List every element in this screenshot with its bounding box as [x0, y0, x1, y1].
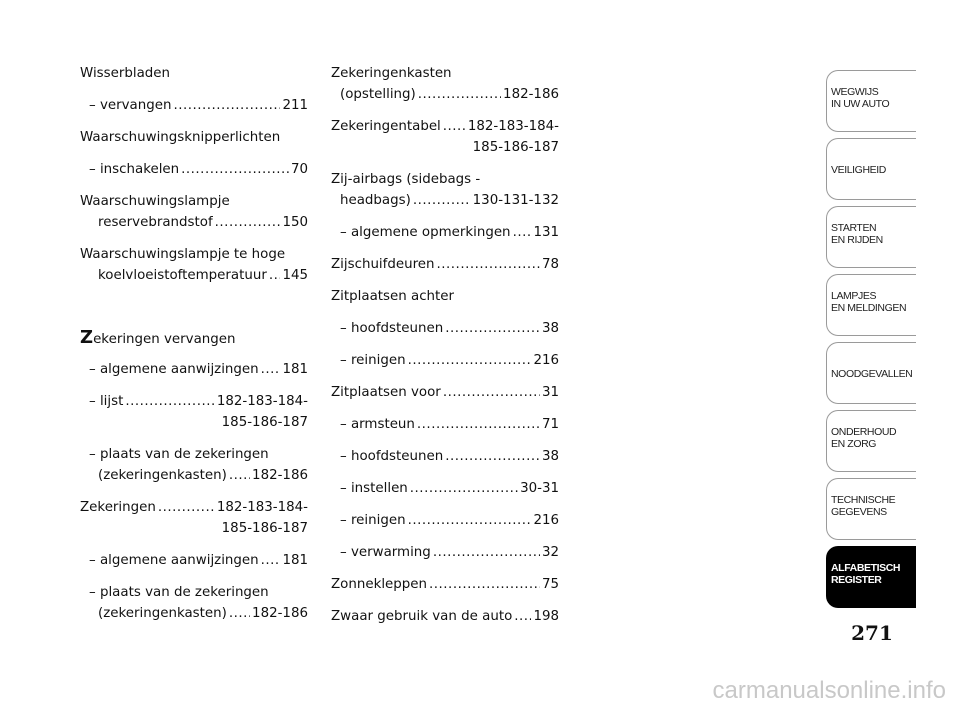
entry-text: (opstelling) [340, 87, 416, 102]
entry-page: 145 [282, 268, 308, 283]
entry-page: 181 [282, 553, 308, 568]
entry-text: Waarschuwingsknipperlichten [80, 130, 281, 145]
leader-dots [408, 511, 532, 531]
index-entry [80, 445, 308, 465]
leader-dots [261, 360, 281, 380]
leader-dots [408, 351, 532, 371]
entry-text: – instellen [340, 481, 408, 496]
tab-label: TECHNISCHE [831, 494, 896, 506]
index-entry [80, 604, 308, 624]
page-number: 271 [851, 621, 893, 645]
tab-veiligheid[interactable] [826, 138, 916, 200]
section-letter: Z [80, 327, 94, 348]
entry-page: 70 [290, 162, 308, 177]
entry-page: 38 [541, 449, 559, 464]
leader-dots [437, 255, 540, 275]
tab-label: ONDERHOUD [831, 426, 897, 438]
entry-text: Waarschuwingslampje te hoge [80, 247, 286, 262]
leader-dots [181, 160, 289, 180]
entry-text: – algemene aanwijzingen [89, 362, 259, 377]
leader-dots [429, 575, 540, 595]
index-entry [331, 64, 559, 84]
leader-dots [445, 447, 540, 467]
entry-page: 71 [541, 417, 559, 432]
index-entry-continuation [331, 138, 559, 158]
index-entry [331, 223, 559, 243]
index-entry [331, 479, 559, 499]
entry-page: 185-186-187 [221, 415, 308, 430]
chapter-tabs [826, 70, 916, 614]
index-entry [331, 543, 559, 563]
entry-page: 78 [541, 257, 559, 272]
leader-dots [513, 223, 532, 243]
index-entry-continuation [80, 519, 308, 539]
entry-page: 150 [282, 215, 308, 230]
index-entry [331, 319, 559, 339]
entry-text: – reinigen [340, 513, 406, 528]
entry-page: 130-131-132 [472, 193, 559, 208]
entry-text: Zekeringentabel [331, 119, 441, 134]
entry-page: 211 [282, 98, 308, 113]
tab-technische-gegevens[interactable] [826, 478, 916, 540]
tab-label: EN ZORG [831, 438, 877, 450]
index-entry [80, 128, 308, 148]
entry-page: 31 [541, 385, 559, 400]
index-entry [80, 583, 308, 603]
leader-dots [443, 117, 466, 137]
tab-label: ALFABETISCH [831, 562, 901, 574]
leader-dots [445, 319, 540, 339]
index-entry [331, 575, 559, 595]
index-entry [80, 466, 308, 486]
index-entry [80, 96, 308, 116]
entry-text: Zitplaatsen voor [331, 385, 441, 400]
entry-page: 198 [533, 609, 559, 624]
index-column-right [331, 64, 559, 627]
tab-lampjes[interactable] [826, 274, 916, 336]
index-entry [331, 85, 559, 105]
entry-page: 30-31 [520, 481, 559, 496]
entry-text: Zonnekleppen [331, 577, 428, 592]
index-entry-continuation [80, 413, 308, 433]
index-entry [331, 117, 559, 137]
entry-page: 182-186 [503, 87, 559, 102]
index-entry [80, 64, 308, 84]
tab-noodgevallen[interactable] [826, 342, 916, 404]
entry-text: – hoofdsteunen [340, 321, 444, 336]
leader-dots [229, 604, 250, 624]
entry-text: koelvloeistoftemperatuur [98, 268, 267, 283]
entry-text: Zwaar gebruik van de auto [331, 609, 513, 624]
tab-label: NOODGEVALLEN [831, 368, 913, 380]
entry-page: 216 [533, 513, 559, 528]
leader-dots [417, 415, 540, 435]
index-entry [80, 266, 308, 286]
entry-text: Zekeringenkasten [331, 66, 452, 81]
leader-dots [269, 266, 281, 286]
index-entry [331, 287, 559, 307]
entry-text: – inschakelen [89, 162, 180, 177]
entry-text: – plaats van de zekeringen [89, 585, 269, 600]
index-entry [80, 498, 308, 518]
entry-page: 185-186-187 [221, 521, 308, 536]
index-entry [331, 191, 559, 211]
entry-text: – reinigen [340, 353, 406, 368]
entry-text: – algemene aanwijzingen [89, 553, 259, 568]
entry-text: (zekeringenkasten) [98, 468, 227, 483]
entry-page: 182-186 [252, 468, 308, 483]
index-entry [331, 447, 559, 467]
index-entry [331, 351, 559, 371]
entry-page: 32 [541, 545, 559, 560]
index-entry [80, 213, 308, 233]
index-entry [80, 160, 308, 180]
entry-text: ekeringen vervangen [93, 332, 236, 347]
index-column-left [80, 64, 308, 624]
index-entry [331, 607, 559, 627]
entry-text: – plaats van de zekeringen [89, 447, 269, 462]
index-entry [80, 551, 308, 571]
entry-text: headbags) [340, 193, 411, 208]
entry-text: Zijschuifdeuren [331, 257, 435, 272]
entry-text: Waarschuwingslampje [80, 194, 230, 209]
tab-onderhoud[interactable] [826, 410, 916, 472]
entry-page: 182-186 [252, 606, 308, 621]
entry-page: 182-183-184- [216, 500, 308, 515]
entry-text: Wisserbladen [80, 66, 171, 81]
leader-dots [229, 466, 250, 486]
tab-label: VEILIGHEID [831, 164, 886, 176]
tab-label: STARTEN [831, 222, 877, 234]
tab-label: LAMPJES [831, 290, 877, 302]
entry-page: 131 [533, 225, 559, 240]
leader-dots [173, 96, 280, 116]
leader-dots [443, 383, 540, 403]
tab-alfabetisch-register[interactable] [826, 546, 916, 608]
leader-dots [215, 213, 281, 233]
watermark-text: carmanualsonline.info [712, 677, 946, 704]
index-entry [80, 360, 308, 380]
index-entry [80, 392, 308, 412]
entry-text: (zekeringenkasten) [98, 606, 227, 621]
entry-text: – hoofdsteunen [340, 449, 444, 464]
tab-label: IN UW AUTO [831, 98, 890, 110]
tab-label: REGISTER [831, 574, 882, 586]
tab-label: WEGWIJS [831, 86, 879, 98]
tab-label: EN RIJDEN [831, 234, 883, 246]
entry-text: – vervangen [89, 98, 172, 113]
entry-page: 75 [541, 577, 559, 592]
leader-dots [433, 543, 540, 563]
entry-page: 182-183-184- [216, 394, 308, 409]
index-entry [331, 255, 559, 275]
tab-label: GEGEVENS [831, 506, 887, 518]
index-entry [80, 192, 308, 212]
entry-page: 182-183-184- [467, 119, 559, 134]
index-entry [331, 511, 559, 531]
leader-dots [261, 551, 281, 571]
entry-text: – algemene opmerkingen [340, 225, 511, 240]
entry-text: Zij-airbags (sidebags - [331, 172, 481, 187]
entry-page: 216 [533, 353, 559, 368]
leader-dots [125, 392, 214, 412]
entry-text: Zekeringen [80, 500, 156, 515]
index-entry [331, 415, 559, 435]
tab-starten[interactable] [826, 206, 916, 268]
leader-dots [413, 191, 471, 211]
tab-wegwijs[interactable] [826, 70, 916, 132]
index-entry [80, 245, 308, 265]
entry-text: – armsteun [340, 417, 415, 432]
index-entry [331, 170, 559, 190]
leader-dots [514, 607, 531, 627]
entry-text: – lijst [89, 394, 124, 409]
tab-label: EN MELDINGEN [831, 302, 907, 314]
entry-text: reservebrandstof [98, 215, 213, 230]
section-heading [80, 328, 308, 350]
leader-dots [158, 498, 215, 518]
index-entry [331, 383, 559, 403]
entry-page: 38 [541, 321, 559, 336]
leader-dots [410, 479, 518, 499]
entry-page: 181 [282, 362, 308, 377]
entry-text: – verwarming [340, 545, 431, 560]
entry-page: 185-186-187 [472, 140, 559, 155]
entry-text: Zitplaatsen achter [331, 289, 455, 304]
leader-dots [418, 85, 501, 105]
